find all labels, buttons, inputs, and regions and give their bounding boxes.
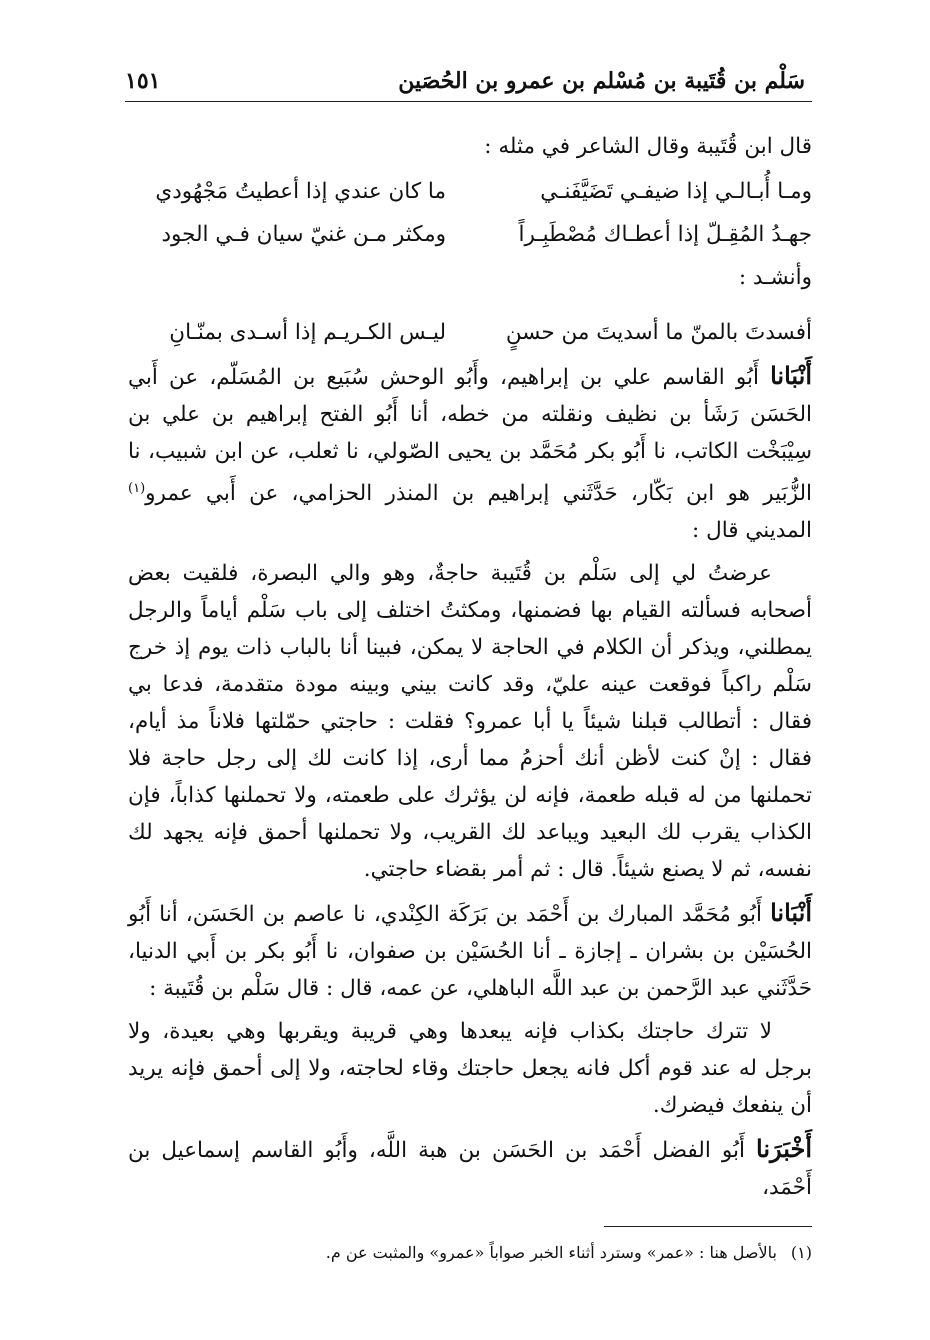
main-text: [128, 128, 812, 1206]
header-rule: [125, 101, 812, 102]
verse-hemistich-first: أفسدتَ بالمنّ ما أسديتَ من حسنٍ: [505, 320, 812, 345]
page-number: ١٥١: [125, 68, 161, 94]
narration-paragraph: عرضتُ لي إلى سَلْم بن قُتَيبة حاجةٌ، وهو والي البصرة، فلقيت بعض أصحابه فسألته القيام بها فضمنها، ومكثتُ اختلف إلى باب سَلْم أياماً والرجل يمطلني، ويذكر أن الكلام في الحاجة لا يمكن، فبينا أنا بالباب ذات يوم إذ خرج سَلْم راكباً فوقعت عينه عليّ، وقد كانت بيني وبينه مودة متقدمة، فدعا بي فقال : أتطالب قبلنا شيئاً يا أبا عمرو؟ فقلت : حاجتي حمّلتها فلاناً مذ أيام، فقال : إنْ كنت لأظن أنك أحزمُ مما أرى، إذا كانت لك إلى رجل حاجة فلا تحملنها من له قبله طعمة، فإنه لن يؤثرك على طعمته، ولا تحملنها كذاباً، فإن الكذاب يقرب لك البعيد ويباعد لك القريب، ولا تحملنها أحمق فإنه يجهد لك نفسه، ثم لا يصنع شيئاً. قال : ثم أمر بقضاء حاجتي.: [128, 561, 812, 883]
verse-hemistich-second: ما كان عندي إذا أعطيتُ مَجْهُودي: [155, 179, 446, 204]
page-header: [125, 62, 805, 102]
footnote-number: (١): [790, 1243, 812, 1262]
verse-intro: وأنشـد :: [738, 265, 812, 290]
verse-line: [128, 173, 812, 210]
transmission-term: أَنْبَانا: [770, 898, 812, 928]
paragraph-text: أَبُو مُحَمَّد المبارك بن أَحْمَد بن بَرَكَة الكِنْدي، نا عاصم بن الحَسَن، أنا أَبُو الحُسَيْن بن بشران ـ إجازة ـ أنا الحُسَيْن بن صفوان، نا أَبُو بكر بن أَبي الدنيا، حَدَّثَني عبد الرَّحمن بن عبد اللَّه الباهلي، عن عمه، قال : قال سَلْم بن قُتَيبة :: [128, 902, 812, 1002]
isnad-paragraph: [128, 1130, 812, 1206]
isnad-paragraph: [128, 357, 812, 549]
paragraph-text: أَبُو الفضل أَحْمَد بن الحَسَن بن هبة اللَّه، وأَبُو القاسم إسماعيل بن أَحْمَد،: [128, 1138, 812, 1201]
transmission-term: أَخْبَرَنا: [756, 1134, 812, 1164]
verse-hemistich-first: جهـدُ المُقِـلّ إذا أعطـاك مُصْطَبِـراً: [518, 222, 812, 247]
intro-line: قال ابن قُتَيبة وقال الشاعر في مثله :: [484, 134, 812, 159]
verse-hemistich-second: ومكثر مـن غنيّ سيان فـي الجود: [161, 222, 446, 247]
footnote-marker: (١): [128, 481, 146, 496]
footnote-rule: [604, 1226, 812, 1227]
isnad-paragraph: [128, 894, 812, 1007]
paragraph-text: أَبُو القاسم علي بن إبراهيم، وأَبُو الوحش سُبَيع بن المُسَلّم، عن أَبي الحَسَن رَشَأ بن نظيف ونقلته من خطه، أنا أَبُو الفتح إبراهيم بن علي بن سِيْبَخْت الكاتب، نا أَبُو بكر مُحَمَّد بن يحيى الصّولي، نا ثعلب، عن ابن شبيب، نا الزُّبَير هو ابن بَكّار، حَدَّثَني إبراهيم بن المنذر الحزامي، عن أَبي عمرو: [128, 365, 812, 507]
verse-line: [128, 216, 812, 253]
transmission-term: أَنْبَانا: [770, 361, 812, 390]
footnote: [140, 1240, 812, 1266]
verse-hemistich-first: ومـا أُبـالـي إذا ضيفـي تَضَيَّفَنـي: [540, 179, 812, 204]
saying-paragraph: لا تترك حاجتك بكذاب فإنه يبعدها وهي قريبة ويقربها وهي بعيدة، ولا برجل له عند قوم أكل فانه يجعل حاجتك وقاء لحاجته، ولا إلى أحمق فإنه يريد أن ينفعك فيضرك.: [128, 1019, 812, 1119]
verse-line: [128, 314, 812, 351]
paragraph-text: المديني قال :: [692, 518, 812, 544]
verse-hemistich-second: ليـس الكـريـم إذا أسـدى بمنّـانِ: [169, 320, 446, 345]
footnote-text: بالأصل هنا : «عمر» وسترد أثناء الخبر صواباً «عمرو» والمثبت عن م.: [325, 1243, 777, 1262]
running-title: سَلْم بن قُتَيبة بن مُسْلم بن عمرو بن الحُصَين: [398, 68, 805, 94]
